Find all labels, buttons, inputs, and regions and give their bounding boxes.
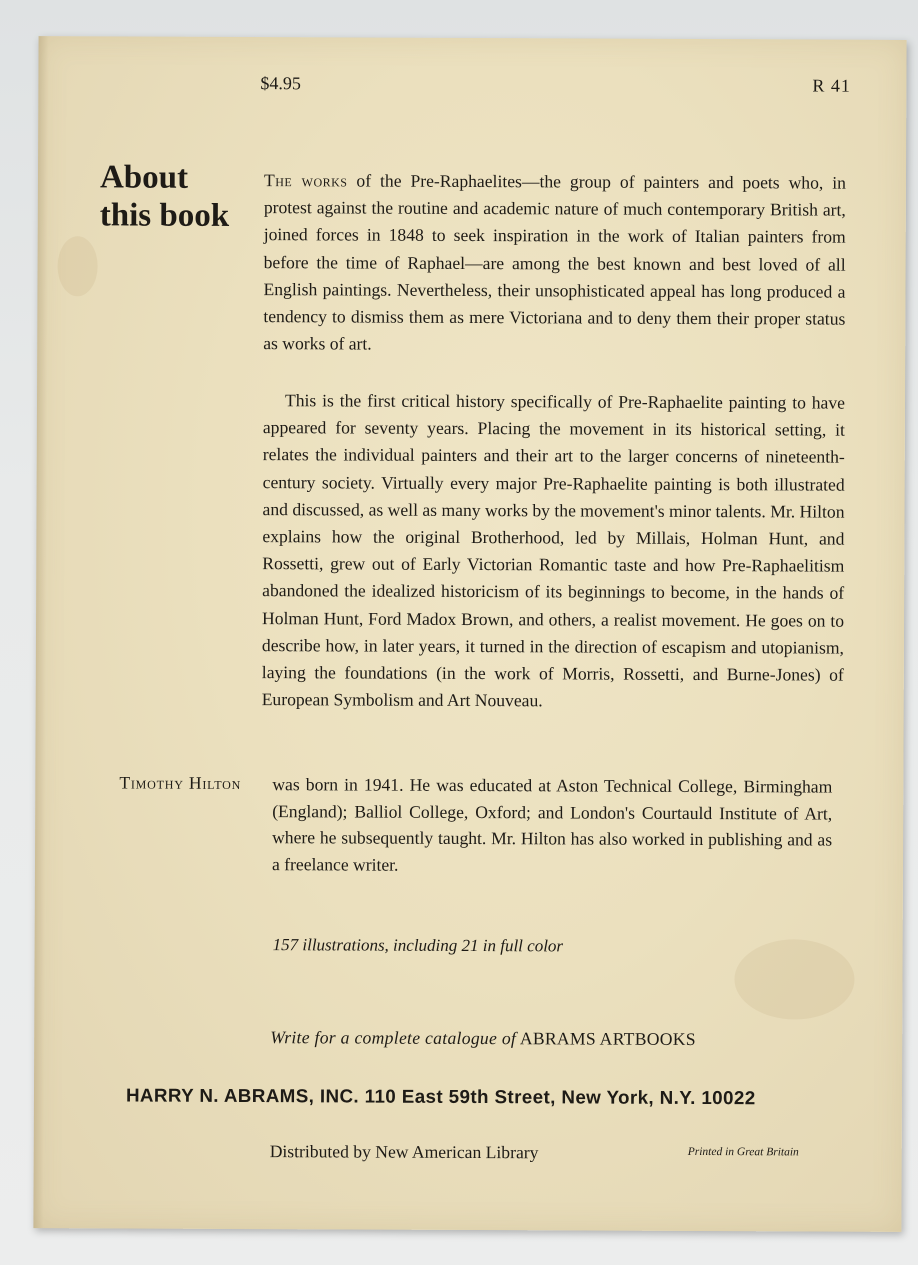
catalogue-brand: ABRAMS ARTBOOKS [519,1028,696,1049]
printed-in-line: Printed in Great Britain [687,1145,799,1159]
author-name: Timothy Hilton [119,772,242,794]
catalogue-line [270,1027,696,1050]
catalog-code: R 41 [812,75,851,96]
publisher-address: HARRY N. ABRAMS, INC. 110 East 59th Street, New York, N.Y. 10022 [125,1084,756,1109]
paper-stain [734,939,854,1020]
heading-line-1: About [99,159,189,196]
book-back-cover [33,36,906,1232]
paragraph-1-text: of the Pre-Raphaelites—the group of painters and poets who, in protest against the routine and academic nature of much contemporary British art, joined forces in 1848 to seek inspiration in the work of Italian painters from before the time of Raphael—are among the best known and best loved of all English paintings. Nevertheless, their unsophisticated appeal has long produced a tendency to dismiss them as mere Victoriana and to deny them their proper status as works of art. [263,170,847,354]
author-bio: was born in 1941. He was educated at Aston Technical College, Birmingham (England); Balliol College, Oxford; and London's Courtauld Institute of Art, where he subsequently taught. Mr. Hilton has also worked in publishing and as a freelance writer. [271,774,833,875]
description-paragraph-1 [263,167,846,360]
paragraph-lead: The works [263,170,348,191]
description-paragraph-2: This is the first critical history specifically of Pre-Raphaelite painting to have appeared for seventy years. Placing the movement in its historical setting, it relates the individual painters and their art to the larger concerns of nineteenth-century society. Virtually every major Pre-Raphaelite painting is both illustrated and discussed, as well as many works by the movement's minor talents. Mr. Hilton explains how the original Brotherhood, led by Millais, Holman Hunt, and Rossetti, grew out of Early Victorian Romantic taste and how Pre-Raphaelitism abandoned the idealized historicism of its beginnings to become, in the hands of Holman Hunt, Ford Madox Brown, and others, a realist movement. He goes on to describe how, in later years, it turned in the direction of escapism and utopianism, laying the foundations (in the work of Morris, Rossetti, and Burne-Jones) of European Symbolism and Art Nouveau. [261,390,846,711]
about-heading [100,158,270,235]
price-label: $4.95 [260,73,301,94]
illustrations-note: 157 illustrations, including 21 in full color [272,935,564,956]
distributor-line: Distributed by New American Library [269,1141,539,1163]
heading-line-2: this book [99,197,230,234]
catalogue-italic: Write for a complete catalogue of [270,1027,517,1049]
paper-stain [57,236,97,296]
